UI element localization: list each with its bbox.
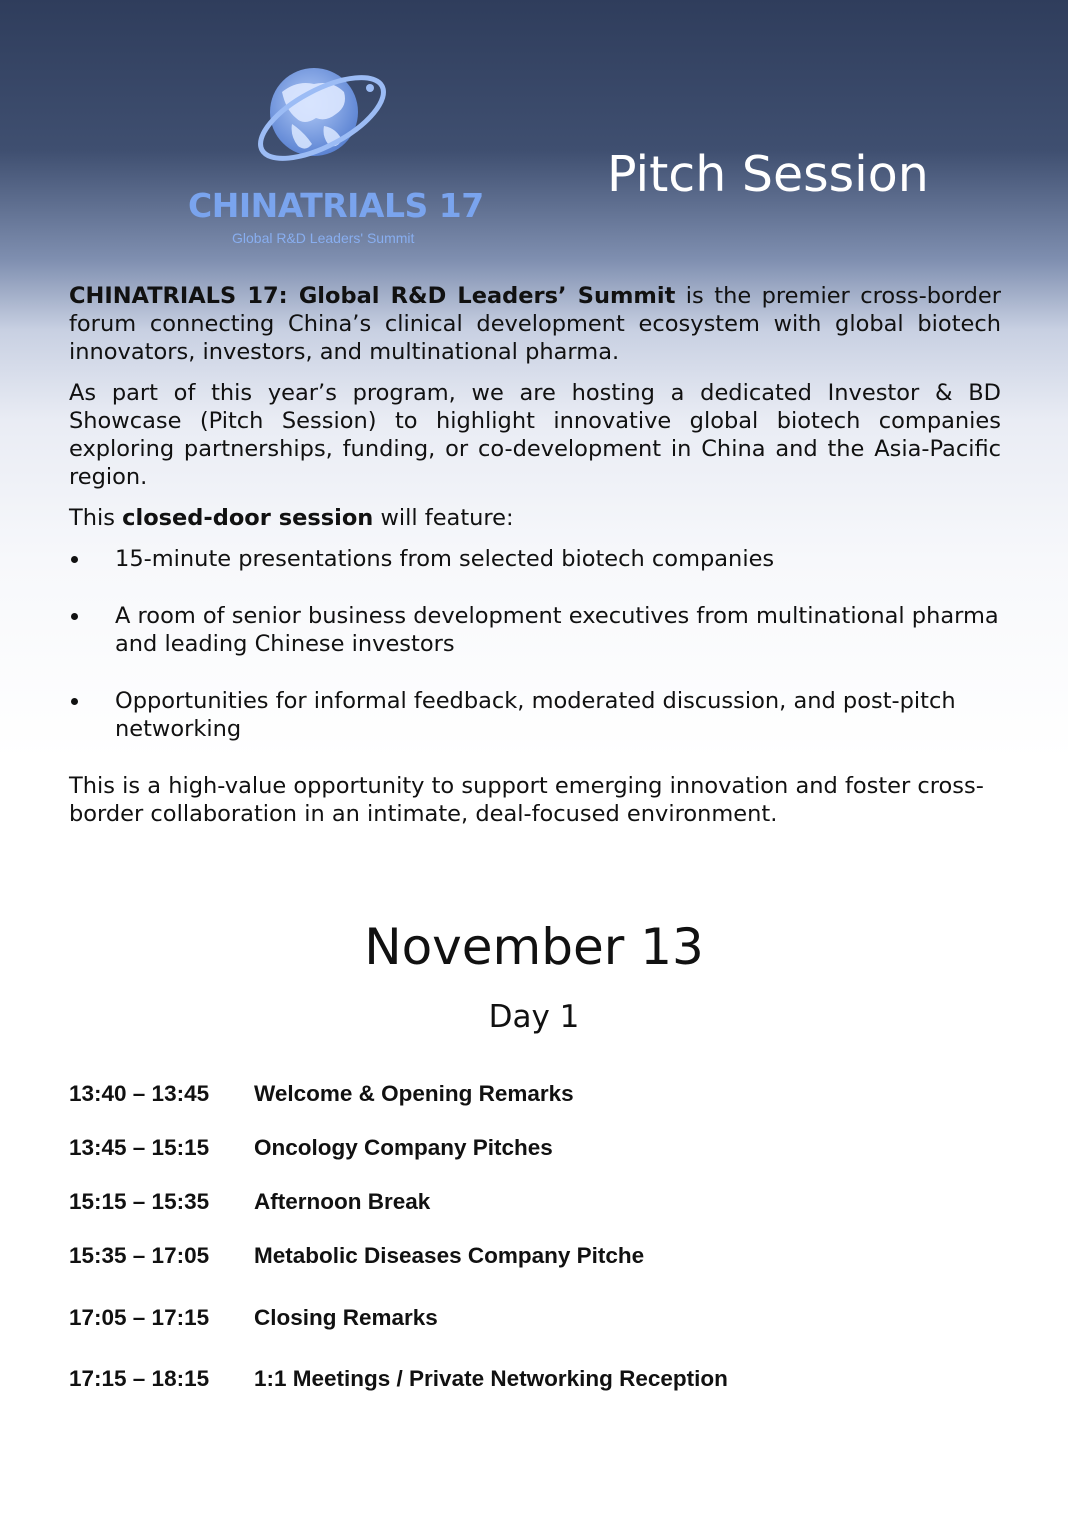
schedule-time: 15:15 – 15:35 xyxy=(69,1189,210,1214)
schedule-time: 17:15 – 18:15 xyxy=(69,1366,210,1391)
intro-section xyxy=(69,282,1001,841)
feature-text: Opportunities for informal feedback, moderated discussion, and post-pitch networking xyxy=(115,688,956,742)
bullet-icon xyxy=(71,698,78,705)
summit-name: CHINATRIALS 17: Global R&D Leaders’ Summit xyxy=(69,283,676,309)
schedule-time: 15:35 – 17:05 xyxy=(69,1243,210,1268)
list-item xyxy=(69,602,1001,658)
schedule-time: 13:45 – 15:15 xyxy=(69,1135,210,1160)
feature-lead xyxy=(69,504,1001,532)
program-paragraph: As part of this year’s program, we are hosting a dedicated Investor & BD Showcase (Pitch Session) to highlight innovative global biotech companies exploring partnerships, funding, or co-development in China and the Asia-Pacific region. xyxy=(69,380,1001,490)
chinatrials-logo xyxy=(180,62,484,252)
closing-paragraph: This is a high-value opportunity to support emerging innovation and foster cross-border collaboration in an intimate, deal-focused environment. xyxy=(69,773,984,827)
schedule-title: Afternoon Break xyxy=(254,1189,431,1214)
event-day: Day 1 xyxy=(488,999,580,1035)
feature-text: 15-minute presentations from selected biotech companies xyxy=(115,546,775,572)
globe-with-orbit-icon xyxy=(252,62,392,174)
schedule-title: Welcome & Opening Remarks xyxy=(254,1081,574,1106)
schedule-time: 13:40 – 13:45 xyxy=(69,1081,210,1106)
lead-pre: This xyxy=(69,505,123,531)
logo-subtitle: Global R&D Leaders' Summit xyxy=(232,230,415,246)
intro-text: is the premier cross-border forum connecting China’s clinical development ecosystem with global biotech innovators, investors, and multinational pharma. xyxy=(69,283,1001,365)
schedule-title: Oncology Company Pitches xyxy=(254,1135,553,1160)
bullet-icon xyxy=(71,613,78,620)
lead-post: will feature: xyxy=(373,505,514,531)
closed-door-label: closed-door session xyxy=(122,505,374,531)
intro-paragraph xyxy=(69,282,1001,366)
event-date: November 13 xyxy=(364,918,704,976)
header xyxy=(0,0,1068,280)
schedule-time: 17:05 – 17:15 xyxy=(69,1305,210,1330)
logo-title: CHINATRIALS 17 xyxy=(188,186,484,225)
list-item xyxy=(69,687,1001,743)
schedule-title: 1:1 Meetings / Private Networking Reception xyxy=(254,1366,728,1391)
list-item xyxy=(69,545,1001,573)
page-title: Pitch Session xyxy=(607,146,929,203)
schedule-title: Metabolic Diseases Company Pitche xyxy=(254,1243,645,1268)
schedule-title: Closing Remarks xyxy=(254,1305,438,1330)
feature-text: A room of senior business development executives from multinational pharma and leading Chinese investors xyxy=(115,603,999,657)
bullet-icon xyxy=(71,556,78,563)
feature-list xyxy=(69,545,1001,743)
